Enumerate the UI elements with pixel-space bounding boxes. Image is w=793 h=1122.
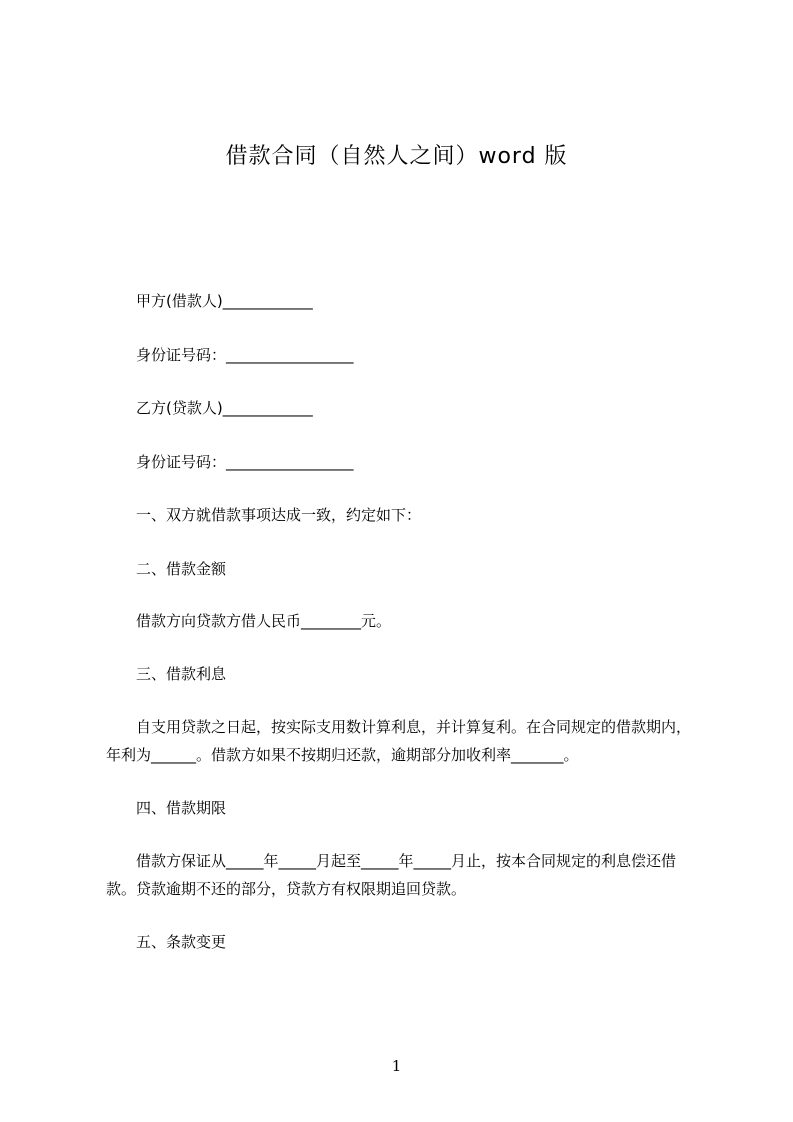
page-number: 1 <box>391 1057 402 1075</box>
section-2-heading: 二、借款金额 <box>136 560 227 578</box>
section-4-body: 借款方保证从_____年_____月起至_____年_____月止，按本合同规定的利息偿还借款。贷款逾期不还的部分，贷款方有权限期追回贷款。 <box>106 852 677 898</box>
section-3-heading: 三、借款利息 <box>136 665 227 683</box>
party-a-line: 甲方(借款人)____________ <box>136 292 313 310</box>
party-a-id-line: 身份证号码：_________________ <box>136 346 354 364</box>
section-5-heading: 五、条款变更 <box>136 933 227 951</box>
section-1-text: 一、双方就借款事项达成一致，约定如下： <box>136 506 422 524</box>
section-3-body: 自支用贷款之日起，按实际支用数计算利息，并计算复利。在合同规定的借款期内，年利为______。借款方如果不按期归还款，逾期部分加收利率_______。 <box>106 718 692 764</box>
section-4-heading: 四、借款期限 <box>136 799 227 817</box>
party-b-line: 乙方(贷款人)____________ <box>136 399 313 417</box>
document-title: 借款合同（自然人之间）word 版 <box>225 144 568 169</box>
party-b-id-line: 身份证号码：_________________ <box>136 453 354 471</box>
section-2-body: 借款方向贷款方借人民币________元。 <box>136 612 392 630</box>
